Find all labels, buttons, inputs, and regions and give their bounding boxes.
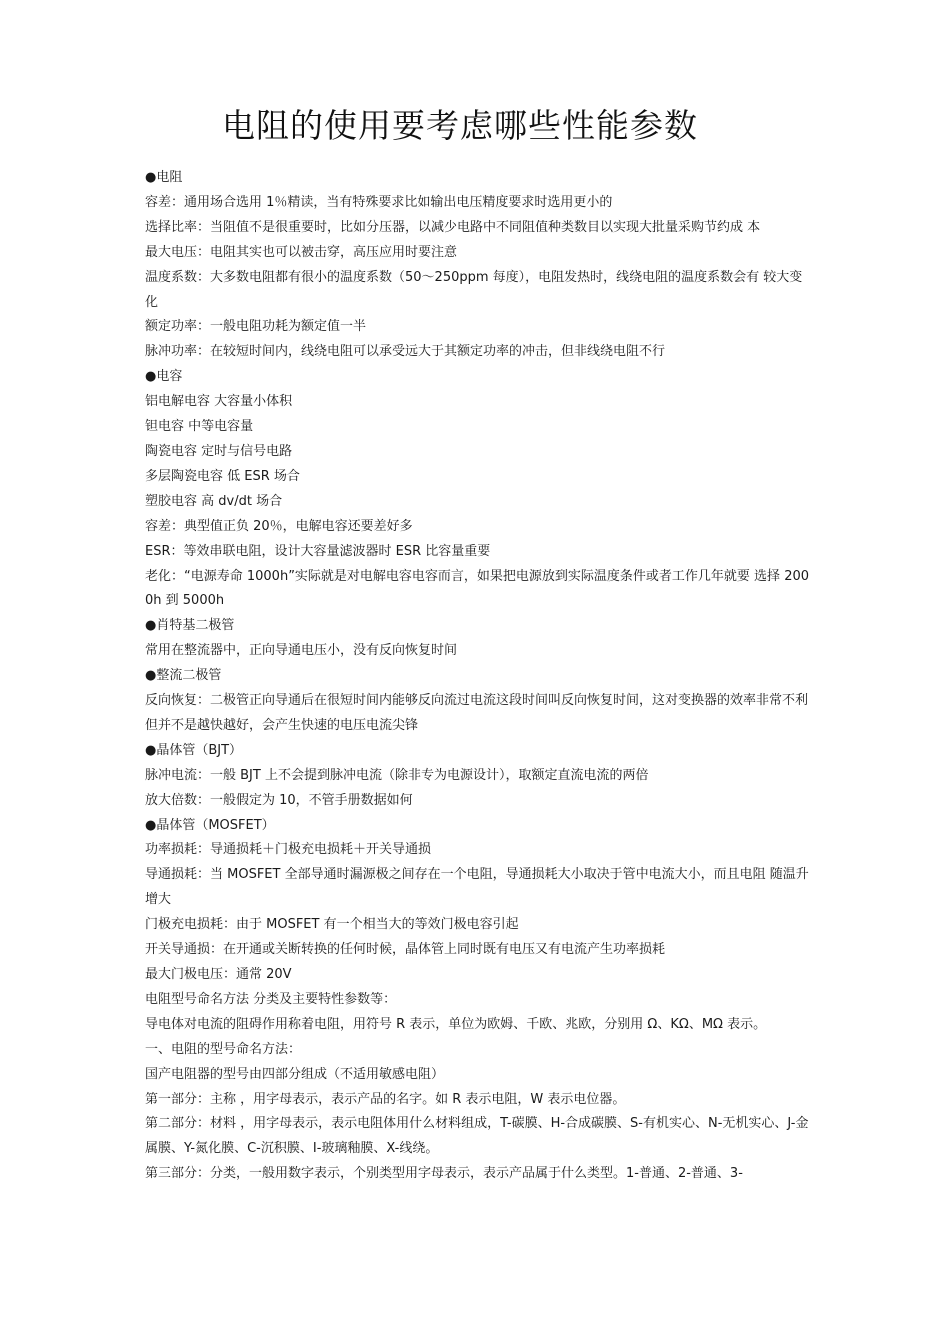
text-line: 老化：“电源寿命 1000h”实际就是对电解电容电容而言，如果把电源放到实际温度条件或者工作几年就要 选择 2000h 到 5000h [145,568,810,609]
text-line: 陶瓷电容 定时与信号电路 [145,443,293,459]
text-line: 脉冲功率：在较短时间内，线绕电阻可以承受远大于其额定功率的冲击，但非线绕电阻不行 [145,344,666,360]
text-line: 脉冲电流：一般 BJT 上不会提到脉冲电流（除非专为电源设计），取额定直流电流的两倍 [145,767,649,783]
document-body [145,166,810,1187]
text-line: 温度系数：大多数电阻都有很小的温度系数（50～250ppm 每度），电阻发热时，线绕电阻的温度系数会有 较大变化 [145,269,803,310]
text-line: 多层陶瓷电容 低 ESR 场合 [145,468,300,484]
text-line: 放大倍数：一般假定为 10，不管手册数据如何 [145,792,413,808]
text-line: 导通损耗：当 MOSFET 全部导通时漏源极之间存在一个电阻，导通损耗大小取决于管中电流大小，而且电阻 随温升增大 [145,867,809,908]
text-line: 容差：通用场合选用 1％精读，当有特殊要求比如输出电压精度要求时选用更小的 [145,194,613,210]
text-line: 容差：典型值正负 20％，电解电容还要差好多 [145,518,413,534]
text-line: ●肖特基二极管 [145,618,235,634]
text-line: 最大门极电压：通常 20V [145,967,292,982]
text-line: ●晶体管（BJT） [145,742,243,758]
text-line: 铝电解电容 大容量小体积 [145,394,293,410]
text-line: 门极充电损耗：由于 MOSFET 有一个相当大的等效门极电容引起 [145,917,519,933]
text-line: ●整流二极管 [145,668,222,684]
text-line: 第三部分：分类，一般用数字表示，个别类型用字母表示，表示产品属于什么类型。1-普通、2-普通、3- [145,1166,743,1182]
text-line: 开关导通损：在开通或关断转换的任何时候，晶体管上同时既有电压又有电流产生功率损耗 [145,942,666,958]
text-line: 国产电阻器的型号由四部分组成（不适用敏感电阻） [145,1066,445,1082]
text-line: 反向恢复：二极管正向导通后在很短时间内能够反向流过电流这段时间叫反向恢复时间，这对变换器的效率非常不利 [145,693,809,709]
text-line: ●电容 [145,369,183,385]
text-line: 第二部分：材料 ，用字母表示，表示电阻体用什么材料组成，T-碳膜、H-合成碳膜、S-有机实心、N-无机实心、J-金属膜、Y-氮化膜、C-沉积膜、I-玻璃釉膜、X-线绕。 [145,1116,809,1157]
text-line: 导电体对电流的阻碍作用称着电阻，用符号 R 表示，单位为欧姆、千欧、兆欧，分别用 Ω、KΩ、MΩ 表示。 [145,1016,767,1032]
text-line: ●晶体管（MOSFET） [145,817,275,833]
text-line: 选择比率：当阻值不是很重要时，比如分压器，以减少电路中不同阻值种类数目以实现大批量采购节约成 本 [145,219,761,235]
text-line: 但并不是越快越好，会产生快速的电压电流尖锋 [145,717,419,733]
text-line: 塑胶电容 高 dv/dt 场合 [145,493,283,509]
text-line: 常用在整流器中，正向导通电压小，没有反向恢复时间 [145,643,458,659]
document-title: 电阻的使用要考虑哪些性能参数 [222,106,698,145]
text-line: 额定功率：一般电阻功耗为额定值一半 [145,319,367,335]
text-line: 第一部分：主称 ，用字母表示，表示产品的名字。如 R 表示电阻，W 表示电位器。 [145,1091,626,1107]
text-line: 最大电压：电阻其实也可以被击穿，高压应用时要注意 [145,244,458,260]
text-line: 钽电容 中等电容量 [145,419,254,435]
text-line: ESR：等效串联电阻，设计大容量滤波器时 ESR 比容量重要 [145,543,491,559]
text-line: 电阻型号命名方法 分类及主要特性参数等： [145,991,397,1007]
text-line: ●电阻 [145,170,183,185]
text-line: 功率损耗：导通损耗＋门极充电损耗＋开关导通损 [145,842,432,858]
text-line: 一、电阻的型号命名方法： [145,1041,302,1057]
